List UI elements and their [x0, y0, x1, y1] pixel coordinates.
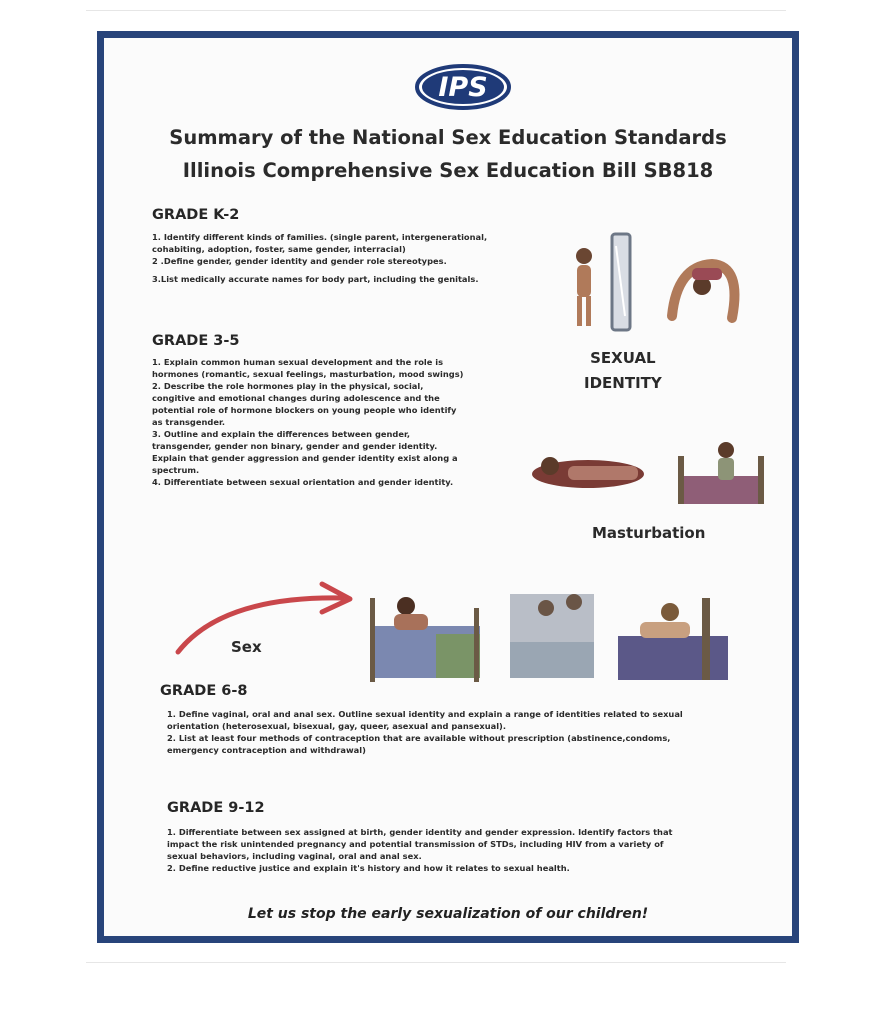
list-item: as transgender.: [152, 417, 226, 427]
list-item: 1. Identify different kinds of families. (single parent, intergenerational,: [152, 232, 488, 242]
sexual-identity-caption: SEXUAL IDENTITY: [584, 349, 662, 392]
red-arrow-icon: [172, 568, 362, 658]
list-item: cohabiting, adoption, foster, same gender, interracial): [152, 244, 406, 254]
list-item: 2. Describe the role hormones play in the physical, social,: [152, 381, 424, 391]
masturbation-illustration: [528, 436, 768, 508]
list-item: 1. Define vaginal, oral and anal sex. Outline sexual identity and explain a range of identities related to sexual: [167, 709, 683, 719]
list-item: congitive and emotional changes during adolescence and the: [152, 393, 440, 403]
list-item: 2. List at least four methods of contraception that are available without prescription (abstinence,condoms,: [167, 733, 671, 743]
list-item: 1. Differentiate between sex assigned at birth, gender identity and gender expression. Identify factors that: [167, 827, 673, 837]
title-line-2: Illinois Comprehensive Sex Education Bill SB818: [182, 159, 714, 182]
list-item: Explain that gender aggression and gender identity exist along a: [152, 453, 458, 463]
grade-35-items: [152, 356, 492, 488]
list-item: 3.List medically accurate names for body part, including the genitals.: [152, 274, 479, 284]
grade-k2-items: [152, 231, 572, 285]
ips-logo: [415, 63, 511, 111]
list-item: impact the risk unintended pregnancy and potential transmission of STDs, including HIV from a variety of: [167, 839, 664, 849]
list-item: sexual behaviors, including vaginal, oral and anal sex.: [167, 851, 422, 861]
list-item: orientation (heterosexual, bisexual, gay, queer, asexual and pansexual).: [167, 721, 506, 731]
list-item: 1. Explain common human sexual development and the role is: [152, 357, 444, 367]
list-item: emergency contraception and withdrawal): [167, 745, 366, 755]
top-divider: [86, 10, 786, 11]
list-item: 3. Outline and explain the differences between gender,: [152, 429, 411, 439]
sexual-identity-illustration: [562, 226, 752, 336]
grade-68-heading: GRADE 6-8: [160, 683, 248, 699]
masturbation-caption: Masturbation: [592, 524, 706, 542]
grade-912-heading: GRADE 9-12: [167, 800, 265, 816]
grade-68-items: [167, 708, 767, 756]
list-item: potential role of hormone blockers on young people who identify: [152, 405, 457, 415]
list-item: spectrum.: [152, 465, 200, 475]
bottom-divider: [86, 962, 786, 963]
grade-35-heading: GRADE 3-5: [152, 333, 240, 349]
grade-912-items: [167, 826, 767, 874]
svg-text:IPS: IPS: [438, 72, 488, 103]
list-item: 2 .Define gender, gender identity and gender role stereotypes.: [152, 256, 447, 266]
list-item: hormones (romantic, sexual feelings, masturbation, mood swings): [152, 369, 464, 379]
list-item: transgender, gender non binary, gender and gender identity.: [152, 441, 438, 451]
footer-slogan: Let us stop the early sexualization of our children!: [247, 906, 649, 922]
sex-illustrations: [366, 578, 736, 686]
flyer: [97, 31, 799, 943]
title-line-1: Summary of the National Sex Education Standards: [169, 126, 727, 149]
grade-k2-heading: GRADE K-2: [152, 207, 240, 223]
sex-caption: Sex: [231, 638, 262, 656]
list-item: 2. Define reductive justice and explain it's history and how it relates to sexual health.: [167, 863, 570, 873]
list-item: 4. Differentiate between sexual orientation and gender identity.: [152, 477, 454, 487]
